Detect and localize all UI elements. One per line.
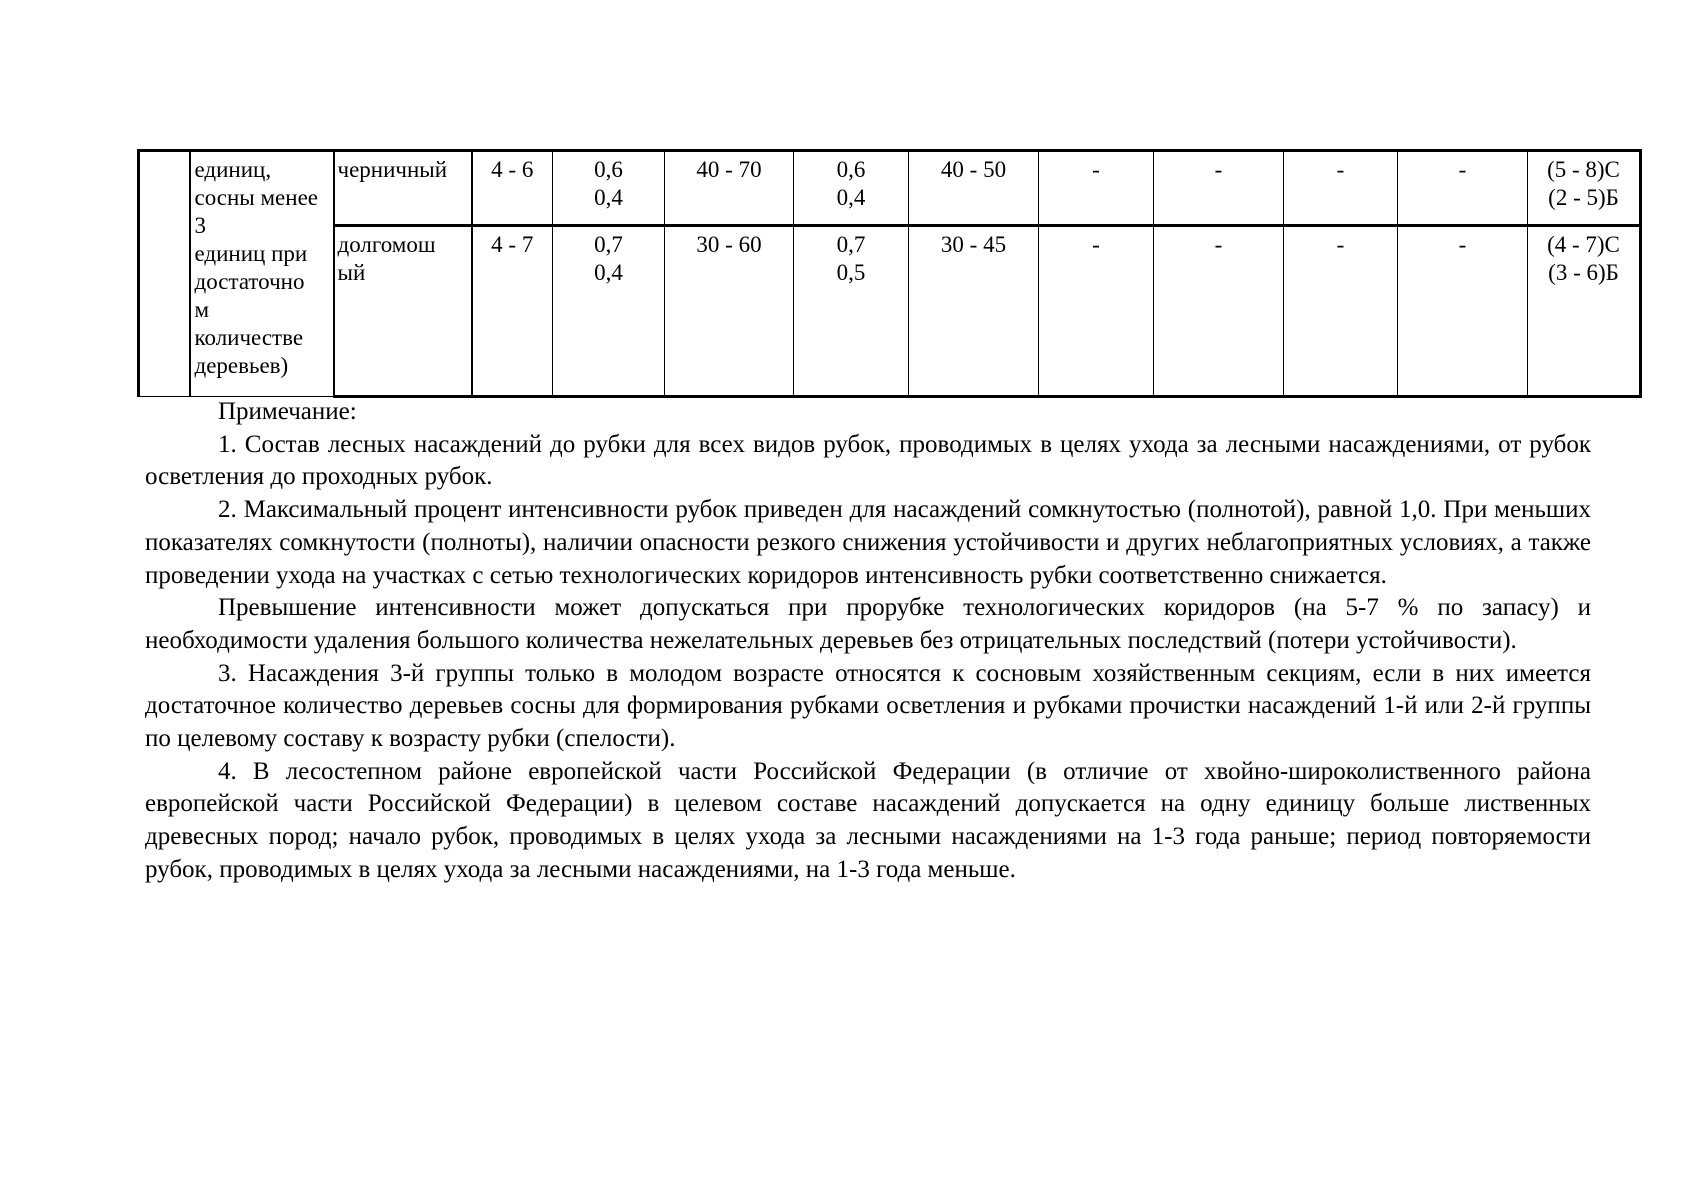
table-cell: 0,6 0,4 bbox=[794, 151, 909, 226]
note-paragraph: 4. В лесостепном районе европейской части Российской Федерации (в отличие от хвойно-широколиственного района европейской части Российской Федерации) в целевом составе насаждений допускается на одну единицу больше лиственных древесных пород; начало рубок, проводимых в целях ухода за лесными насаждениями на 1-3 года раньше; период повторяемости рубок, проводимых в целях ухода за лесными насаждениями, на 1-3 года меньше. bbox=[145, 757, 1591, 883]
thinning-table bbox=[137, 149, 1642, 398]
table-cell: - bbox=[1284, 226, 1398, 397]
table-cell: 4 - 7 bbox=[472, 226, 553, 397]
table-cell-empty bbox=[139, 151, 190, 397]
table-cell: 40 - 70 bbox=[665, 151, 794, 226]
table-cell: - bbox=[1398, 226, 1528, 397]
table-cell: 30 - 45 bbox=[909, 226, 1039, 397]
notes-heading: Примечание: bbox=[218, 398, 357, 425]
table-cell: 4 - 6 bbox=[472, 151, 553, 226]
note-paragraph: 3. Насаждения 3-й группы только в молодом возрасте относятся к сосновым хозяйственным секциям, если в них имеется достаточное количество деревьев сосны для формирования рубками осветления и рубками прочистки насаждений 1-й или 2-й группы по целевому составу к возрасту рубки (спелости). bbox=[145, 659, 1591, 753]
forest-type-cell: долгомош ый bbox=[334, 226, 472, 397]
table-cell: 40 - 50 bbox=[909, 151, 1039, 226]
table-cell: 0,7 0,5 bbox=[794, 226, 909, 397]
table-cell: 0,7 0,4 bbox=[553, 226, 665, 397]
note-paragraph: Превышение интенсивности может допускаться при прорубке технологических коридоров (на 5-7 % по запасу) и необходимости удаления большого количества нежелательных деревьев без отрицательных последствий (потери устойчивости). bbox=[145, 594, 1591, 654]
table-cell: - bbox=[1284, 151, 1398, 226]
forest-type-cell: черничный bbox=[334, 151, 472, 226]
composition-cell: (5 - 8)С (2 - 5)Б bbox=[1528, 151, 1641, 226]
note-paragraph: 1. Состав лесных насаждений до рубки для всех видов рубок, проводимых в целях ухода за лесными насаждениями, от рубок осветления до проходных рубок. bbox=[145, 430, 1591, 491]
table-row bbox=[139, 151, 1641, 226]
table-cell: 0,6 0,4 bbox=[553, 151, 665, 226]
note-paragraph: 2. Максимальный процент интенсивности рубок приведен для насаждений сомкнутостью (полнотой), равной 1,0. При меньших показателях сомкнутости (полноты), наличии опасности резкого снижения устойчивости и других неблагоприятных условиях, а также проведении ухода на участках с сетью технологических коридоров интенсивность рубки соответственно снижается. bbox=[145, 496, 1591, 589]
notes-section bbox=[145, 396, 1591, 887]
table-cell: - bbox=[1039, 226, 1154, 397]
group-description-cell: единиц, сосны менее 3 единиц при достаточно м количестве деревьев) bbox=[190, 151, 334, 397]
composition-cell: (4 - 7)С (3 - 6)Б bbox=[1528, 226, 1641, 397]
table-cell: - bbox=[1398, 151, 1528, 226]
table-cell: - bbox=[1154, 151, 1284, 226]
table-cell: - bbox=[1039, 151, 1154, 226]
table-row bbox=[139, 226, 1641, 397]
table-cell: 30 - 60 bbox=[665, 226, 794, 397]
table-cell: - bbox=[1154, 226, 1284, 397]
